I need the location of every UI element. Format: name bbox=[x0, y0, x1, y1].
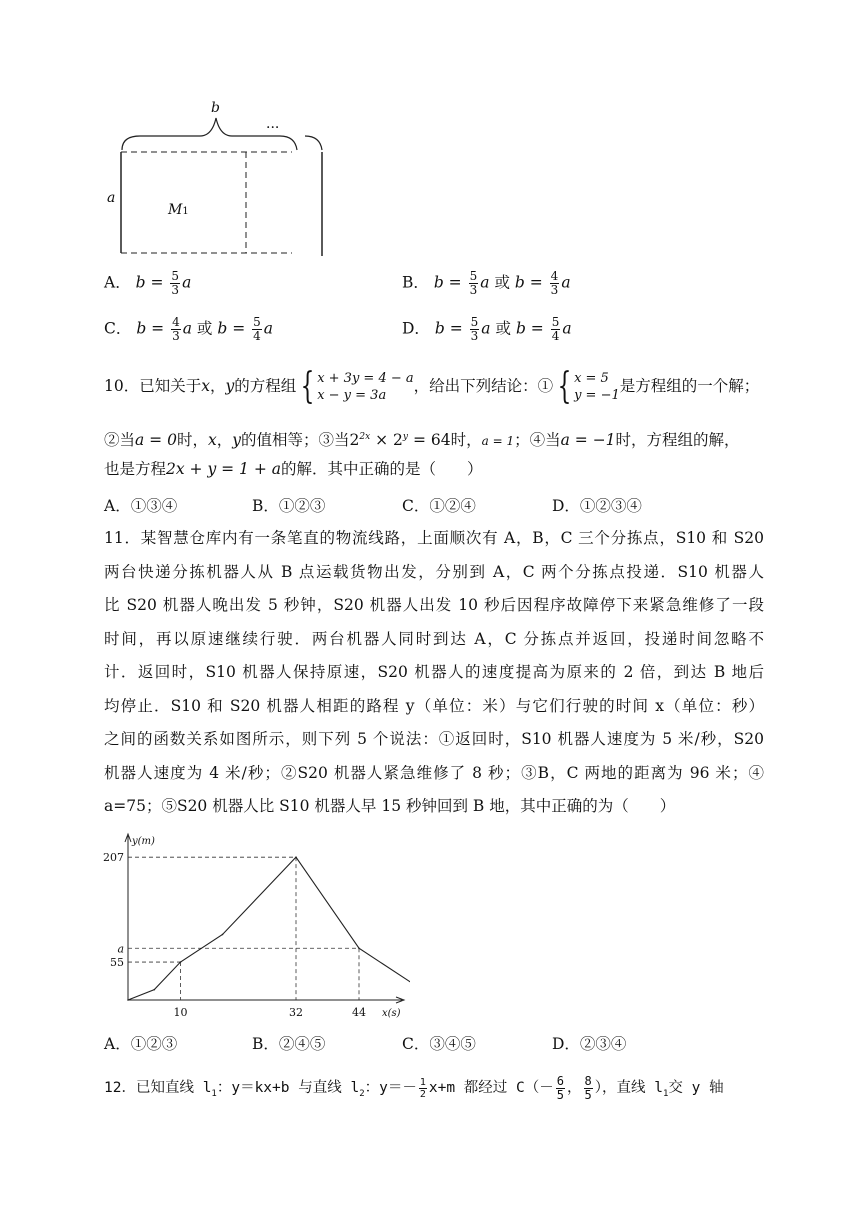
q12-line-1: 12．已知直线 $l_1$：y＝kx+b 与直线 $l_2$：y＝－ $\frac{1}{2}$ x+m 都经过 C（－ $\frac{6}{5}$ ， $\frac{8}{5}$ ），直线 $l_1$交 y 轴 bbox=[104, 1073, 724, 1102]
q9-option-a[interactable]: A． b = $\frac{5}{3}$ a bbox=[104, 269, 192, 297]
q11-line: a=75；⑤S20 机器人比 S10 机器人早 15 秒钟回到 B 地，其中正确的为（ ） bbox=[104, 797, 676, 815]
x-tick-label: 10 bbox=[173, 1006, 188, 1019]
solution-system: { x = 5 y = −1 bbox=[557, 366, 620, 407]
q11-line: 两台快递分拣机器人从 B 点运载货物出发，分别到 A，C 两个分拣点投递．S10 机器人 bbox=[104, 562, 764, 581]
q10-line-1: 10．已知关于x，y的方程组 { x + 3y = 4 − a x − y = 3a ，给出下列结论：① { x = 5 y = −1 是方程组的一个解； bbox=[104, 366, 760, 407]
q11-line: 计．返回时，S10 机器人保持原速，S20 机器人的速度提高为原来的 2 倍，到达 B 地后 bbox=[104, 663, 764, 681]
q11-line: 11．某智慧仓库内有一条笔直的物流线路，上面顺次有 A，B，C 三个分拣点，S10 和 S20 bbox=[104, 529, 764, 547]
q10-option-c[interactable]: C．①②④ bbox=[402, 497, 476, 515]
q11-line: 时间，再以原速继续行驶．两台机器人同时到达 A，C 分拣点并返回，投递时间忽略不 bbox=[104, 629, 764, 648]
y-tick-label: 55 bbox=[110, 956, 124, 970]
rectangle-figure bbox=[100, 98, 340, 263]
fraction: $\frac{4}{3}$ bbox=[172, 315, 180, 343]
q9-option-b[interactable]: B． b = $\frac{5}{3}$ a 或 b = $\frac{4}{3}$ a bbox=[402, 269, 571, 297]
q10-option-b[interactable]: B．①②③ bbox=[252, 497, 326, 515]
fraction: $\frac{5}{4}$ bbox=[253, 315, 261, 343]
y-tick-label: 207 bbox=[103, 851, 124, 865]
q11-option-d[interactable]: D．②③④ bbox=[552, 1035, 627, 1053]
q10-option-a[interactable]: A．①③④ bbox=[104, 497, 178, 515]
x-tick-label: 32 bbox=[289, 1006, 303, 1019]
fig-label-m: M1 bbox=[168, 202, 189, 218]
fraction: $\frac{4}{3}$ bbox=[550, 269, 559, 297]
data-point bbox=[358, 947, 360, 949]
data-point bbox=[127, 999, 129, 1001]
fraction: $\frac{5}{4}$ bbox=[551, 315, 560, 343]
distance-time-chart bbox=[100, 828, 410, 1023]
data-point bbox=[180, 961, 182, 963]
y-tick-label: a bbox=[117, 942, 124, 956]
fraction: $\frac{5}{3}$ bbox=[171, 269, 180, 297]
q11-line: 机器人速度为 4 米/秒；②S20 机器人紧急维修了 8 秒；③B，C 两地的距离为 96 米；④ bbox=[104, 763, 764, 782]
series-line bbox=[128, 857, 410, 1000]
fraction: $\frac{5}{3}$ bbox=[470, 315, 479, 343]
fraction: $\frac{5}{3}$ bbox=[469, 269, 478, 297]
q11-line: 比 S20 机器人晚出发 5 秒钟，S20 机器人出发 10 秒后因程序故障停下来紧急维修了一段 bbox=[104, 596, 764, 614]
q10-line-2: ②当a = 0时，x，y的值相等；③当$2^{2x} \times 2^y = 64$时，a = 1；④当a = −1时，方程组的解， bbox=[104, 431, 740, 450]
q11-line: 之间的函数关系如图所示，则下列 5 个说法：①返回时，S10 机器人速度为 5 米/秒，S20 bbox=[104, 730, 764, 748]
fig-label-dots: ··· bbox=[266, 120, 280, 136]
x-tick-label: 44 bbox=[352, 1006, 366, 1019]
q10-line-3: 也是方程2x + y = 1 + a的解．其中正确的是（ ） bbox=[104, 460, 483, 478]
data-point bbox=[222, 934, 224, 936]
q10-option-d[interactable]: D．①②③④ bbox=[552, 497, 642, 515]
q11-option-b[interactable]: B．②④⑤ bbox=[252, 1035, 326, 1053]
fraction: $\frac{1}{2}$ bbox=[419, 1076, 426, 1100]
fraction: $\frac{6}{5}$ bbox=[556, 1073, 564, 1102]
x-axis-label: x(s) bbox=[382, 1008, 401, 1019]
q11-line: 均停止．S10 和 S20 机器人相距的路程 y（单位：米）与它们行驶的时间 x（单位：秒） bbox=[104, 696, 764, 715]
fraction: $\frac{8}{5}$ bbox=[584, 1073, 592, 1102]
fig-label-a: a bbox=[107, 190, 116, 206]
q11-option-c[interactable]: C．③④⑤ bbox=[402, 1035, 476, 1053]
equation-system: { x + 3y = 4 − a x − y = 3a bbox=[300, 366, 414, 407]
q11-stem bbox=[104, 522, 764, 824]
fig-label-b: b bbox=[211, 100, 220, 116]
q9-option-d[interactable]: D． b = $\frac{5}{3}$ a 或 b = $\frac{5}{4}$ a bbox=[402, 315, 572, 343]
q9-option-c[interactable]: C． b = $\frac{4}{3}$ a 或 b = $\frac{5}{4}$ a bbox=[104, 315, 274, 343]
right-brace bbox=[305, 136, 322, 150]
data-point bbox=[295, 856, 297, 858]
data-point bbox=[153, 989, 155, 991]
q11-option-a[interactable]: A．①②③ bbox=[104, 1035, 178, 1053]
y-axis-label: y(m) bbox=[132, 836, 155, 847]
